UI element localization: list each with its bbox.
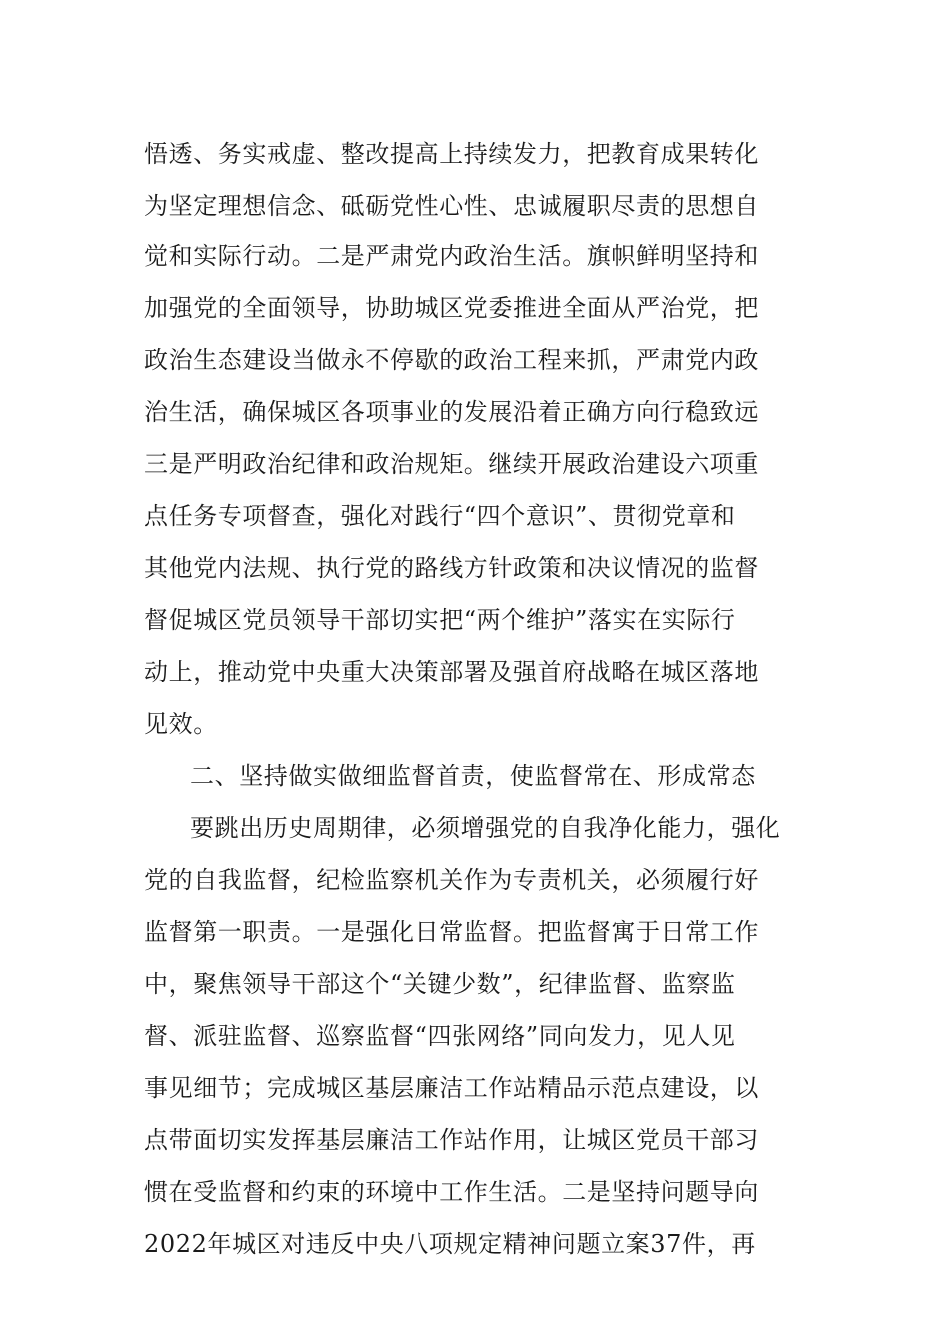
paragraph-line: 2022年城区对违反中央八项规定精神问题立案37件，再 xyxy=(144,1230,756,1258)
paragraph-line: 政治生态建设当做永不停歇的政治工程来抓，严肃党内政 xyxy=(144,346,759,374)
paragraph-line: 中，聚焦领导干部这个“关键少数”，纪律监督、监察监 xyxy=(144,970,736,998)
paragraph-line: 为坚定理想信念、砥砺党性心性、忠诚履职尽责的思想自 xyxy=(144,192,759,220)
paragraph-line: 点任务专项督查，强化对践行“四个意识”、贯彻党章和 xyxy=(144,502,736,530)
paragraph-line: 惯在受监督和约束的环境中工作生活。二是坚持问题导向 xyxy=(144,1178,759,1206)
section-heading: 二、坚持做实做细监督首责，使监督常在、形成常态 xyxy=(190,762,756,790)
paragraph-line: 三是严明政治纪律和政治规矩。继续开展政治建设六项重 xyxy=(144,450,759,478)
paragraph-line: 督促城区党员领导干部切实把“两个维护”落实在实际行 xyxy=(144,606,736,634)
paragraph-line: 督、派驻监督、巡察监督“四张网络”同向发力，见人见 xyxy=(144,1022,736,1050)
paragraph-line: 治生活，确保城区各项事业的发展沿着正确方向行稳致远 xyxy=(144,398,759,426)
paragraph-line: 悟透、务实戒虚、整改提高上持续发力，把教育成果转化 xyxy=(144,140,759,168)
paragraph-line: 党的自我监督，纪检监察机关作为专责机关，必须履行好 xyxy=(144,866,759,894)
paragraph-line: 加强党的全面领导，协助城区党委推进全面从严治党，把 xyxy=(144,294,759,322)
paragraph-line: 要跳出历史周期律，必须增强党的自我净化能力，强化 xyxy=(190,814,781,842)
paragraph-line: 监督第一职责。一是强化日常监督。把监督寓于日常工作 xyxy=(144,918,759,946)
paragraph-line: 觉和实际行动。二是严肃党内政治生活。旗帜鲜明坚持和 xyxy=(144,242,759,270)
paragraph-line: 动上，推动党中央重大决策部署及强首府战略在城区落地 xyxy=(144,658,759,686)
paragraph-line: 点带面切实发挥基层廉洁工作站作用，让城区党员干部习 xyxy=(144,1126,759,1154)
paragraph-line: 其他党内法规、执行党的路线方针政策和决议情况的监督 xyxy=(144,554,759,582)
paragraph-line: 事见细节；完成城区基层廉洁工作站精品示范点建设，以 xyxy=(144,1074,759,1102)
paragraph-line: 见效。 xyxy=(144,710,218,738)
